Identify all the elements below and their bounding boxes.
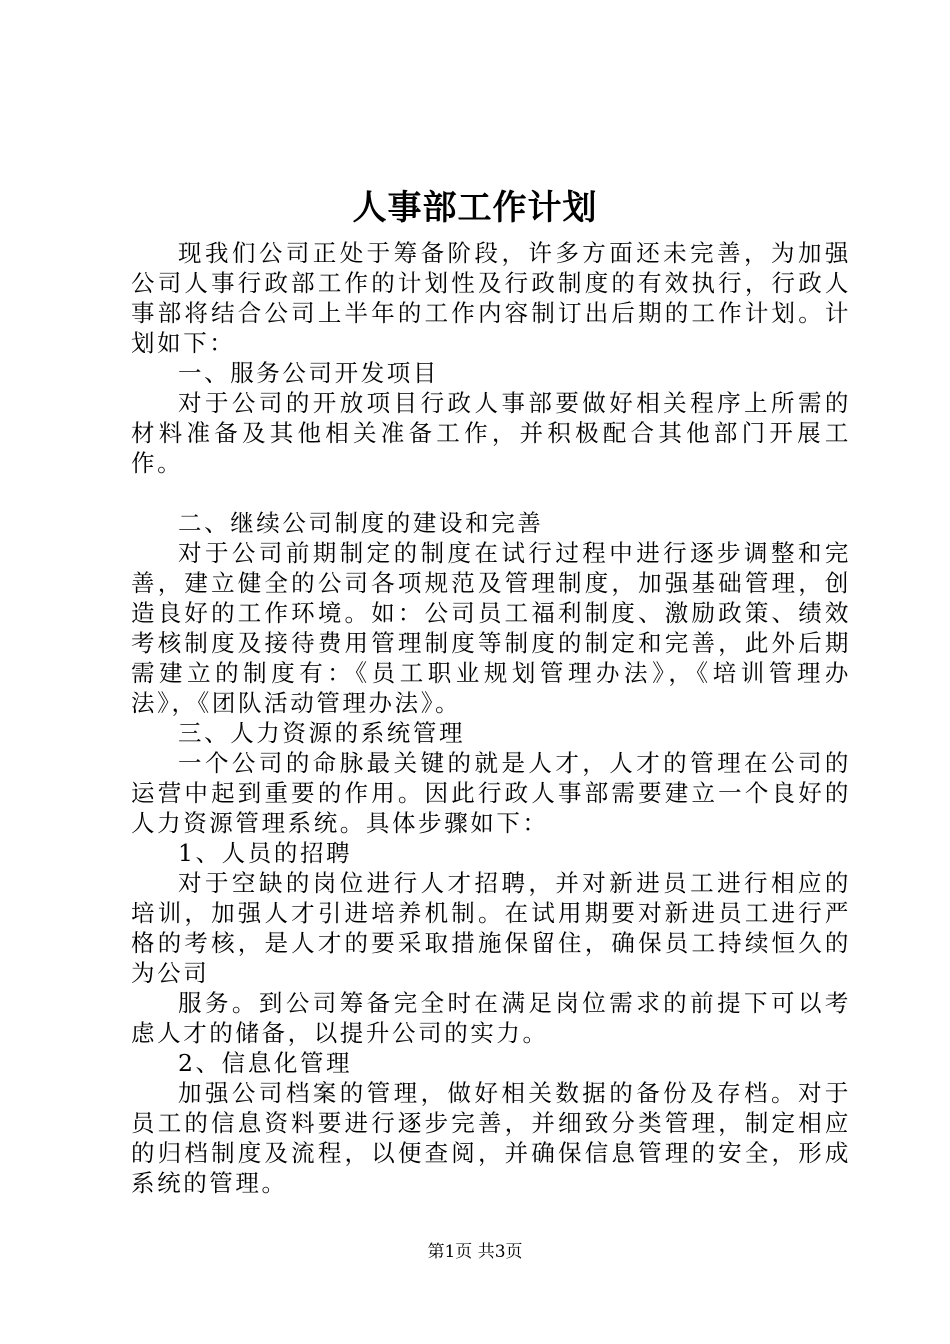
subsection-heading: 1、人员的招聘	[178, 839, 353, 867]
body-paragraph: 一个公司的命脉最关键的就是人才，人才的管理在公司的运营中起到重要的作用。因此行政人事部需要建立一个良好的人力资源管理系统。具体步骤如下：	[131, 749, 851, 837]
intro-paragraph: 现我们公司正处于筹备阶段，许多方面还未完善，为加强公司人事行政部工作的计划性及行政制度的有效执行，行政人事部将结合公司上半年的工作内容制订出后期的工作计划。计划如下：	[131, 239, 851, 357]
body-paragraph: 加强公司档案的管理，做好相关数据的备份及存档。对于员工的信息资料要进行逐步完善，并细致分类管理，制定相应的归档制度及流程，以便查阅，并确保信息管理的安全，形成系统的管理。	[131, 1079, 851, 1197]
section-heading: 一、服务公司开发项目	[178, 359, 439, 387]
body-paragraph: 服务。到公司筹备完全时在满足岗位需求的前提下可以考虑人才的储备，以提升公司的实力。	[131, 989, 851, 1047]
body-paragraph: 对于公司前期制定的制度在试行过程中进行逐步调整和完善，建立健全的公司各项规范及管理制度，加强基础管理，创造良好的工作环境。如：公司员工福利制度、激励政策、绩效考核制度及接待费用管理制度等制度的制定和完善，此外后期需建立的制度有：《员工职业规划管理办法》，《培训管理办法》，《团队活动管理办法》。	[131, 539, 851, 717]
document-body	[131, 238, 851, 1198]
paragraph-spacer	[131, 478, 851, 508]
document-title: 人事部工作计划	[352, 188, 598, 228]
body-paragraph: 对于空缺的岗位进行人才招聘，并对新进员工进行相应的培训，加强人才引进培养机制。在试用期要对新进员工进行严格的考核，是人才的要采取措施保留住，确保员工持续恒久的为公司	[131, 869, 851, 987]
subsection-heading: 2、信息化管理	[178, 1049, 353, 1077]
section-heading: 三、人力资源的系统管理	[178, 719, 466, 747]
body-paragraph: 对于公司的开放项目行政人事部要做好相关程序上所需的材料准备及其他相关准备工作，并积极配合其他部门开展工作。	[131, 389, 851, 477]
section-heading: 二、继续公司制度的建设和完善	[178, 509, 544, 537]
page-number-footer: 第1页 共3页	[427, 1242, 523, 1262]
